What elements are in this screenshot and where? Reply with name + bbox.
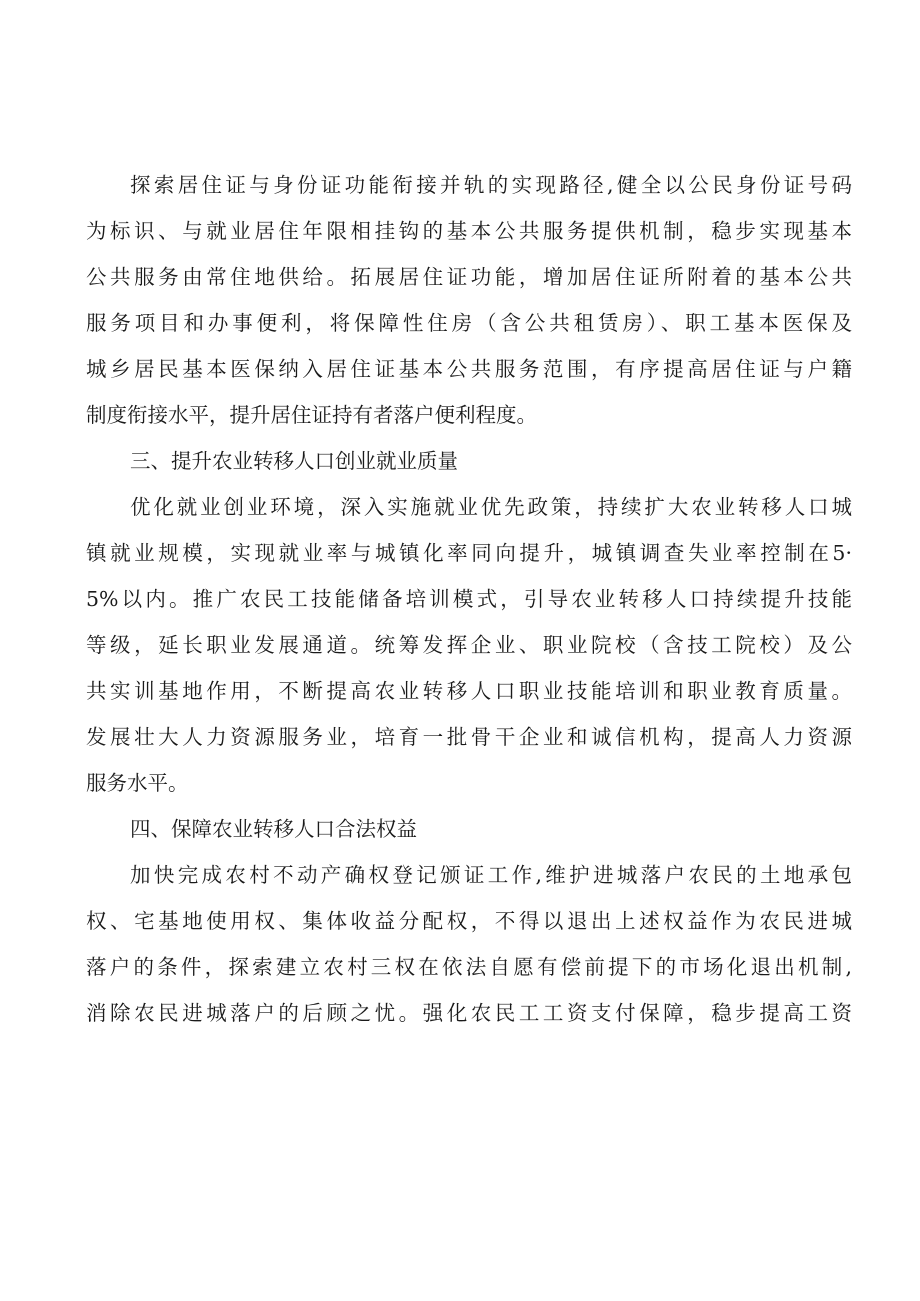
paragraph-1-line-3: 公共服务由常住地供给。拓展居住证功能，增加居住证所附着的基本公共 [86, 265, 852, 289]
paragraph-2-line-4: 等级，延长职业发展通道。统筹发挥企业、职业院校（含技工院校）及公 [86, 633, 852, 657]
paragraph-2-line-6: 发展壮大人力资源服务业，培育一批骨干企业和诚信机构，提高人力资源 [86, 725, 852, 749]
paragraph-3-line-2: 权、宅基地使用权、集体收益分配权，不得以退出上述权益作为农民进城 [86, 909, 852, 933]
paragraph-1-line-5: 城乡居民基本医保纳入居住证基本公共服务范围，有序提高居住证与户籍 [86, 357, 852, 381]
document-body [86, 162, 852, 1036]
paragraph-1-line-2: 为标识、与就业居住年限相挂钩的基本公共服务提供机制，稳步实现基本 [86, 219, 852, 243]
paragraph-2-line-3: 5%以内。推广农民工技能储备培训模式，引导农业转移人口持续提升技能 [86, 587, 852, 611]
section-heading-3: 三、提升农业转移人口创业就业质量 [130, 449, 458, 473]
paragraph-1-line-1: 探索居住证与身份证功能衔接并轨的实现路径,健全以公民身份证号码 [130, 173, 852, 197]
paragraph-1-line-6: 制度衔接水平，提升居住证持有者落户便利程度。 [86, 403, 537, 427]
section-heading-4: 四、保障农业转移人口合法权益 [130, 817, 417, 841]
paragraph-3-line-1: 加快完成农村不动产确权登记颁证工作,维护进城落户农民的土地承包 [130, 863, 852, 887]
paragraph-2-line-7: 服务水平。 [86, 771, 189, 795]
paragraph-2-line-5: 共实训基地作用，不断提高农业转移人口职业技能培训和职业教育质量。 [86, 679, 852, 703]
paragraph-3-line-4: 消除农民进城落户的后顾之忧。强化农民工工资支付保障，稳步提高工资 [86, 1001, 852, 1025]
paragraph-1-line-4: 服务项目和办事便利，将保障性住房（含公共租赁房）、职工基本医保及 [86, 311, 852, 335]
paragraph-2-line-1: 优化就业创业环境，深入实施就业优先政策，持续扩大农业转移人口城 [130, 495, 852, 519]
paragraph-2-line-2: 镇就业规模，实现就业率与城镇化率同向提升，城镇调查失业率控制在5· [86, 541, 852, 565]
paragraph-3-line-3: 落户的条件，探索建立农村三权在依法自愿有偿前提下的市场化退出机制, [86, 955, 852, 979]
